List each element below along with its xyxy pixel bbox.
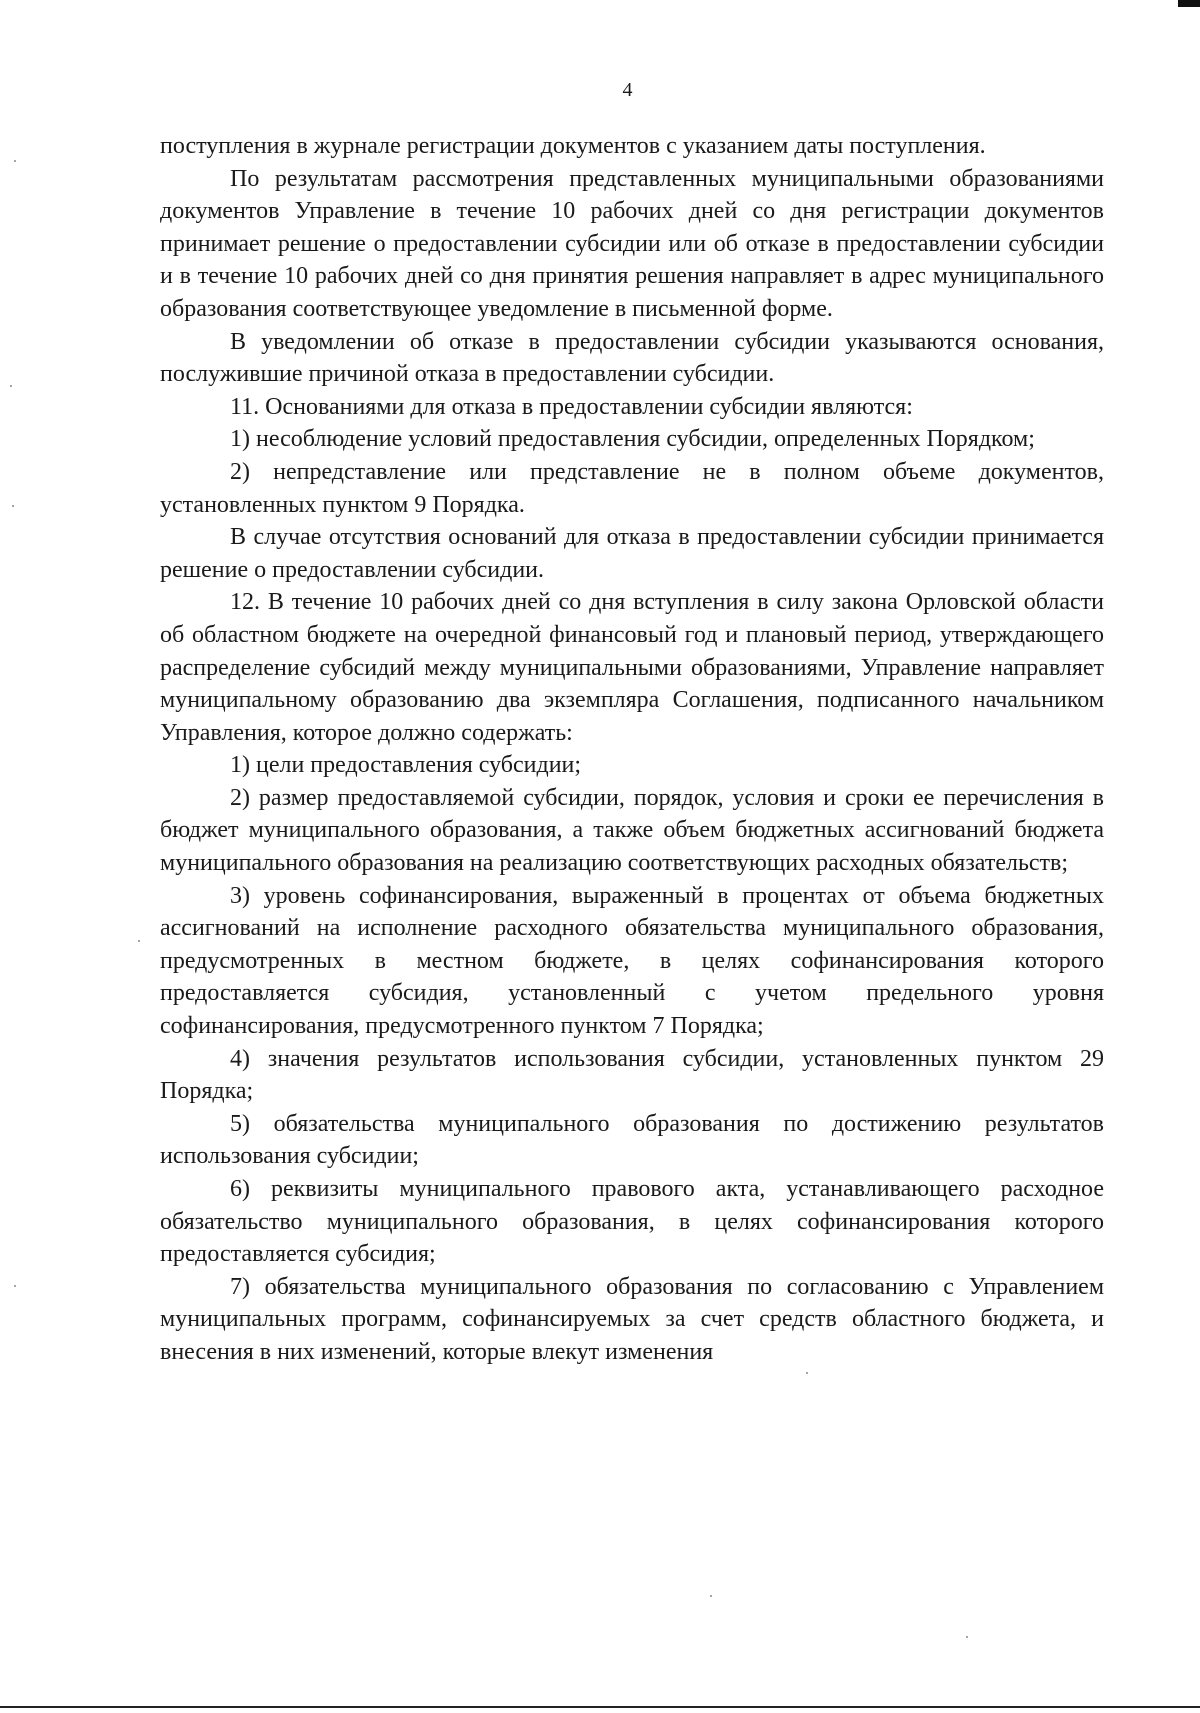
scan-edge-line xyxy=(0,1706,1200,1708)
scan-edge-mark xyxy=(1178,0,1200,7)
paragraph: 12. В течение 10 рабочих дней со дня вступления в силу закона Орловской области об областном бюджете на очередной финансовый год и плановый период, утверждающего распределение субсидий между муниципальными образованиями, Управление направляет муниципальному образованию два экземпляра Соглашения, подписанного начальником Управления, которое должно содержать: xyxy=(160,589,1104,746)
list-item: 6) реквизиты муниципального правового акта, устанавливающего расходное обязательство муниципального образования, в целях софинансирования которого предоставляется субсидия; xyxy=(160,1176,1104,1268)
scan-speck xyxy=(12,505,14,507)
scan-speck xyxy=(138,940,140,942)
scan-speck xyxy=(710,1595,712,1597)
scan-speck xyxy=(806,1372,808,1374)
list-item: 4) значения результатов использования субсидии, установленных пунктом 29 Порядка; xyxy=(160,1045,1104,1105)
scan-speck xyxy=(10,385,12,387)
list-item: 3) уровень софинансирования, выраженный в процентах от объема бюджетных ассигнований на исполнение расходного обязательства муниципального образования, предусмотренных в местном бюджете, в целях софинансирования которого предоставляется субсидия, установленный с учетом предельного уровня софинансирования, предусмотренного пунктом 7 Порядка; xyxy=(160,882,1104,1040)
paragraph: В уведомлении об отказе в предоставлении субсидии указываются основания, послужившие причиной отказа в предоставлении субсидии. xyxy=(160,328,1104,388)
list-item: 5) обязательства муниципального образования по достижению результатов использования субсидии; xyxy=(160,1110,1104,1170)
paragraph: поступления в журнале регистрации документов с указанием даты поступления. xyxy=(160,133,986,159)
scan-speck xyxy=(966,1636,968,1638)
list-item: 7) обязательства муниципального образования по согласованию с Управлением муниципальных программ, софинансируемых за счет средств областного бюджета, и внесения в них изменений, которые влекут изменения xyxy=(160,1273,1104,1365)
scan-speck xyxy=(14,160,16,162)
paragraph: По результатам рассмотрения представленных муниципальными образованиями документов Управление в течение 10 рабочих дней со дня регистрации документов принимает решение о предоставлении субсидии или об отказе в предоставлении субсидии и в течение 10 рабочих дней со дня принятия решения направляет в адрес муниципального образования соответствующее уведомление в письменной форме. xyxy=(160,165,1104,322)
list-item: 2) непредставление или представление не в полном объеме документов, установленных пунктом 9 Порядка. xyxy=(160,458,1104,518)
paragraph: В случае отсутствия оснований для отказа в предоставлении субсидии принимается решение о предоставлении субсидии. xyxy=(160,524,1104,583)
list-item: 1) несоблюдение условий предоставления субсидии, определенных Порядком; xyxy=(230,426,1035,453)
scan-speck xyxy=(14,1285,16,1287)
list-item: 1) цели предоставления субсидии; xyxy=(230,752,582,779)
list-item: 2) размер предоставляемой субсидии, порядок, условия и сроки ее перечисления в бюджет муниципального образования, а также объем бюджетных ассигнований бюджета муниципального образования на реализацию соответствующих расходных обязательств; xyxy=(160,784,1104,877)
page-number: 4 xyxy=(622,79,633,101)
paragraph: 11. Основаниями для отказа в предоставлении субсидии являются: xyxy=(230,393,913,420)
document-body xyxy=(160,130,1104,1369)
